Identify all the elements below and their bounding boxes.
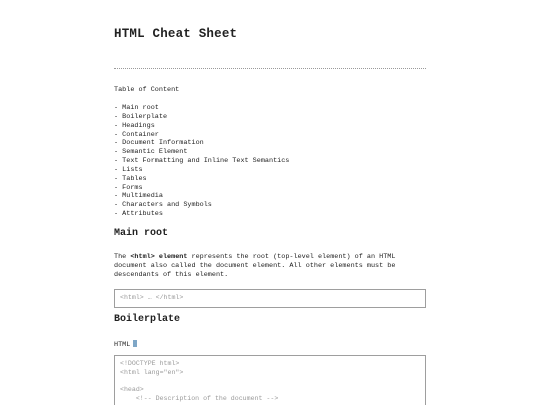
toc-item-lists[interactable]: - Lists [114,165,143,174]
toc-item-semantic-element[interactable]: - Semantic Element [114,148,188,157]
toc-item-container[interactable]: - Container [114,130,159,139]
toc-item-tables[interactable]: - Tables [114,174,147,183]
toc-item-forms[interactable]: - Forms [114,183,143,192]
copy-marker-icon[interactable] [133,340,137,347]
main-root-intro-rest: represents the root (top-level element) of an HTML document also called the document element. All other elements must be descendants of this element. [114,253,396,279]
boilerplate-language-label [114,340,137,350]
section-title-main-root: Main root [114,228,169,239]
toc-list [114,104,289,219]
toc-item-boilerplate[interactable]: - Boilerplate [114,112,168,121]
main-root-code-block[interactable] [114,289,426,308]
section-title-boilerplate: Boilerplate [114,314,181,325]
boilerplate-code: <!DOCTYPE html> <html lang="en"> <head> <!-- Description of the document --> [120,360,279,403]
boilerplate-language-text: HTML [114,341,131,349]
toc-item-text-formatting[interactable]: - Text Formatting and Inline Text Semantics [114,157,290,166]
toc-item-document-information[interactable]: - Document Information [114,139,204,148]
toc-item-headings[interactable]: - Headings [114,121,155,130]
main-root-intro-bold: <html> element [130,253,188,261]
page-title: HTML Cheat Sheet [114,27,238,41]
main-root-description [114,253,426,280]
boilerplate-code-block[interactable] [114,355,426,405]
main-root-code: <html> … </html> [120,294,184,301]
toc-item-attributes[interactable]: - Attributes [114,210,163,219]
toc-heading: Table of Content [114,86,180,94]
toc-item-characters-and-symbols[interactable]: - Characters and Symbols [114,201,212,210]
toc-item-main-root[interactable]: - Main root [114,104,159,112]
toc-item-multimedia[interactable]: - Multimedia [114,192,163,201]
main-root-intro-prefix: The [114,253,131,261]
title-divider [114,68,426,69]
